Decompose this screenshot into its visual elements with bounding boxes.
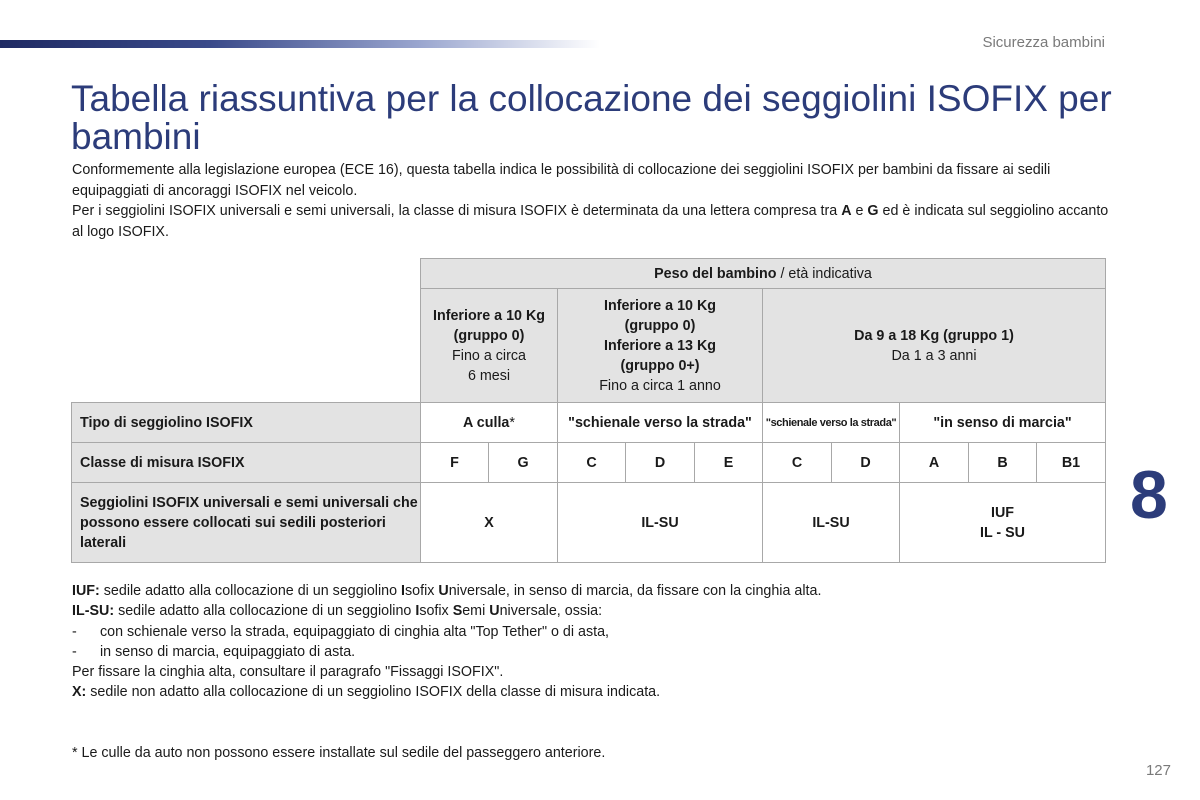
note-key: X:: [72, 684, 87, 701]
legend-notes: [72, 581, 1112, 703]
group-line: Fino a circa: [452, 347, 526, 364]
note-text: emi: [462, 603, 490, 620]
note-text: sedile adatto alla collocazione di un seggiolino: [114, 603, 416, 620]
size-cell: D: [832, 443, 900, 483]
weight-header-bold: Peso del bambino: [654, 265, 777, 282]
seat-cell: IL-SU: [558, 483, 763, 563]
bullet-text: con schienale verso la strada, equipaggiato di cinghia alta "Top Tether" o di asta,: [100, 623, 610, 640]
note-ilsu: [72, 601, 1112, 621]
group-line: Da 1 a 3 anni: [891, 347, 977, 364]
intro-text: [72, 160, 1112, 242]
seat-line: IUF: [990, 504, 1015, 521]
table-row: [72, 443, 1106, 483]
letter-a: A: [841, 203, 852, 219]
group-1-cell: [763, 289, 1106, 403]
isofix-table: [71, 258, 1106, 563]
seat-cell: IL-SU: [763, 483, 900, 563]
group-line: Inferiore a 10 Kg: [432, 307, 546, 324]
note-text: sedile non adatto alla collocazione di un seggiolino ISOFIX della classe di misura indicata.: [86, 684, 661, 701]
dash-marker: -: [72, 623, 77, 640]
group-line: (gruppo 0): [624, 317, 696, 334]
size-cell: G: [489, 443, 558, 483]
type-label: Tipo di seggiolino ISOFIX: [72, 403, 421, 443]
note-letter: U: [489, 603, 500, 620]
note-text: niversale, ossia:: [499, 603, 603, 620]
group-0plus-cell: [558, 289, 763, 403]
note-letter: I: [415, 603, 420, 620]
section-name: Sicurezza bambini: [982, 34, 1105, 51]
page-number: 127: [1145, 762, 1171, 779]
size-cell: B: [969, 443, 1037, 483]
table-row: [72, 483, 1106, 563]
letter-g: G: [867, 203, 879, 219]
weight-header-rest: / età indicativa: [776, 265, 872, 282]
note-text: sofix: [405, 583, 439, 599]
size-cell: E: [695, 443, 763, 483]
table-row: [72, 289, 1106, 403]
note-letter: S: [452, 603, 463, 620]
group-line: Inferiore a 13 Kg: [603, 337, 717, 354]
chapter-number: 8: [1130, 457, 1168, 533]
group-line: Inferiore a 10 Kg: [603, 297, 717, 314]
intro-text-part: Per i seggiolini ISOFIX universali e semi universali, la classe di misura ISOFIX è determinata da una lettera compresa tra: [72, 203, 842, 219]
bullet-text: in senso di marcia, equipaggiato di asta.: [100, 643, 356, 660]
weight-header: [421, 259, 1106, 289]
size-label: Classe di misura ISOFIX: [72, 443, 421, 483]
group-line: (gruppo 0+): [620, 357, 700, 374]
group-line: Da 9 a 18 Kg (gruppo 1): [854, 327, 1014, 344]
type-cell: [421, 403, 558, 443]
intro-text-part: e: [851, 203, 868, 219]
size-cell: A: [900, 443, 969, 483]
note-bullet: [72, 642, 1112, 662]
group-line: (gruppo 0): [453, 327, 525, 344]
note-iuf: [72, 581, 1112, 601]
note-text: niversale, in senso di marcia, da fissare con la cinghia alta.: [448, 583, 822, 599]
size-cell: C: [558, 443, 626, 483]
note-key: IL-SU:: [72, 603, 115, 620]
header-gradient-bar: [0, 40, 600, 48]
type-cell: "schienale verso la strada": [558, 403, 763, 443]
empty-corner: [72, 259, 421, 289]
table-row: [72, 259, 1106, 289]
note-x: [72, 682, 1112, 702]
size-cell: B1: [1037, 443, 1106, 483]
note-bullet: [72, 622, 1112, 642]
empty-corner: [72, 289, 421, 403]
size-cell: D: [626, 443, 695, 483]
note-letter: I: [401, 583, 406, 599]
group-line: Fino a circa 1 anno: [599, 377, 721, 394]
note-fix: Per fissare la cinghia alta, consultare il paragrafo "Fissaggi ISOFIX".: [72, 664, 504, 681]
note-text: sedile adatto alla collocazione di un seggiolino: [99, 583, 402, 599]
group-line: 6 mesi: [467, 367, 511, 384]
note-key: IUF:: [72, 583, 100, 599]
table-row: [72, 403, 1106, 443]
seat-line: IL - SU: [979, 524, 1025, 541]
seat-cell: [900, 483, 1106, 563]
size-cell: F: [421, 443, 489, 483]
size-cell: C: [763, 443, 832, 483]
intro-text-part: ed è indicata sul seggiolino accanto al logo ISOFIX.: [72, 203, 1109, 240]
type-value: A culla: [463, 414, 510, 431]
group-0-cell: [421, 289, 558, 403]
seat-cell: X: [421, 483, 558, 563]
footnote: * Le culle da auto non possono essere installate sul sedile del passeggero anteriore.: [72, 745, 606, 761]
intro-paragraph-1: Conformemente alla legislazione europea (ECE 16), questa tabella indica le possibilità di collocazione dei seggiolini ISOFIX per bambini da fissare ai sedili equipaggiati di ancoraggi ISOFIX nel veicolo.: [72, 162, 1051, 199]
type-cell: "in senso di marcia": [900, 403, 1106, 443]
dash-marker: -: [72, 643, 77, 660]
page-title: Tabella riassuntiva per la collocazione dei seggiolini ISOFIX per bambini: [71, 78, 1112, 157]
intro-paragraph-2: [72, 201, 1112, 242]
asterisk: *: [509, 414, 515, 431]
note-letter: U: [438, 583, 449, 599]
seats-label: Seggiolini ISOFIX universali e semi universali che possono essere collocati sui sedili posteriori laterali: [72, 483, 421, 563]
type-cell: "schienale verso la strada": [763, 403, 900, 443]
note-text: sofix: [419, 603, 453, 620]
